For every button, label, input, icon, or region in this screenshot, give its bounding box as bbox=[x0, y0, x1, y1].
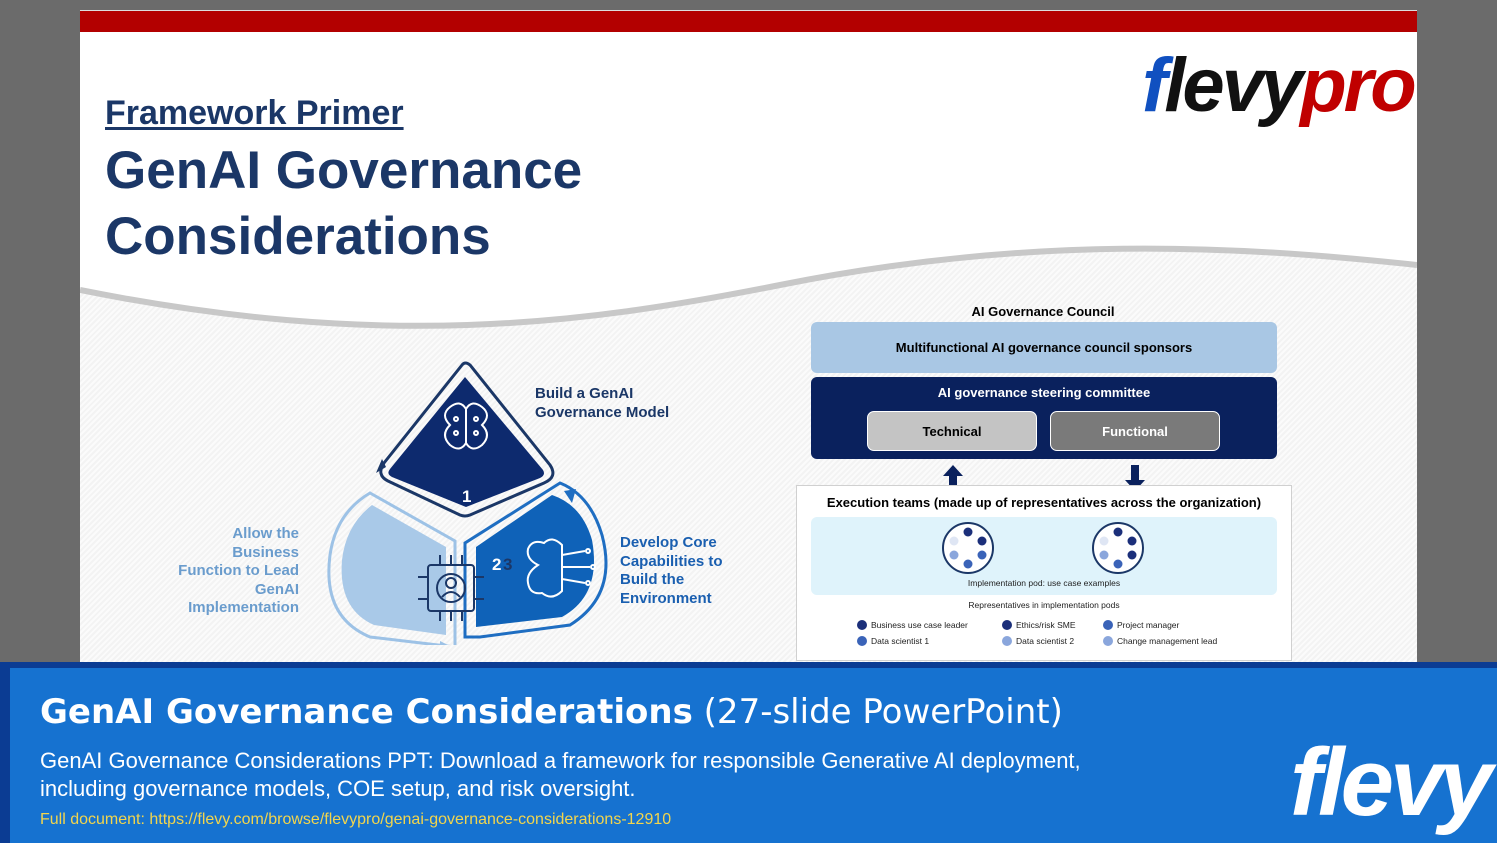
legend-item bbox=[1002, 620, 1076, 630]
banner-title-bold: GenAI Governance Considerations bbox=[40, 692, 693, 732]
step3-number: 3 bbox=[503, 555, 513, 574]
technical-box: Technical bbox=[867, 411, 1037, 451]
legend-dot bbox=[1103, 620, 1113, 630]
sponsors-box: Multifunctional AI governance council sponsors bbox=[811, 322, 1277, 373]
legend-item bbox=[857, 620, 968, 630]
council-title: AI Governance Council bbox=[971, 304, 1115, 319]
flevy-logo: flevy bbox=[1290, 729, 1489, 836]
step2-arrowhead bbox=[564, 489, 576, 503]
legend-item bbox=[1103, 620, 1179, 630]
legend-dot bbox=[857, 636, 867, 646]
step1-label bbox=[535, 385, 669, 422]
step3-label-line: Implementation bbox=[188, 599, 299, 616]
legend-label: Project manager bbox=[1117, 620, 1180, 630]
step3-label-line: Function to Lead bbox=[178, 562, 299, 579]
steering-committee-box bbox=[811, 377, 1277, 459]
pods-area bbox=[811, 517, 1277, 595]
logo-part-1: f bbox=[1142, 43, 1165, 128]
document-link[interactable]: Full document: https://flevy.com/browse/flevypro/genai-governance-considerations-12910 bbox=[40, 811, 672, 828]
flevypro-logo bbox=[1142, 42, 1414, 129]
legend-label: Data scientist 2 bbox=[1016, 636, 1075, 646]
legend-item bbox=[857, 636, 929, 646]
execution-title: Execution teams (made up of representatives across the organization) bbox=[826, 495, 1262, 510]
banner-title bbox=[40, 692, 1063, 732]
step1-label-line: Build a GenAI bbox=[535, 385, 634, 402]
bottom-banner bbox=[0, 662, 1497, 843]
legend-item bbox=[1103, 636, 1217, 646]
banner-title-light: (27-slide PowerPoint) bbox=[703, 692, 1063, 732]
step1-label-line: Governance Model bbox=[535, 403, 670, 421]
step2-label-line: Build the bbox=[620, 571, 685, 588]
legend-label: Change management lead bbox=[1117, 636, 1218, 646]
pod-2-icon bbox=[1091, 521, 1145, 575]
step2-number: 2 bbox=[492, 555, 502, 574]
functional-box: Functional bbox=[1050, 411, 1220, 451]
legend-item bbox=[1002, 636, 1074, 646]
legend-dot bbox=[857, 620, 867, 630]
step3-shape bbox=[342, 505, 446, 635]
step2-label-line: Develop Core bbox=[620, 534, 717, 551]
banner-panel bbox=[10, 668, 1497, 843]
steering-title: AI governance steering committee bbox=[937, 385, 1151, 400]
legend-dot bbox=[1103, 636, 1113, 646]
legend-label: Data scientist 1 bbox=[871, 636, 930, 646]
representatives-title: Representatives in implementation pods bbox=[968, 600, 1120, 610]
slide bbox=[80, 10, 1417, 662]
step2-label bbox=[620, 534, 723, 608]
execution-teams-box bbox=[796, 485, 1292, 661]
legend-label: Business use case leader bbox=[871, 620, 968, 630]
kicker-heading: Framework Primer bbox=[105, 94, 404, 132]
logo-part-3: pro bbox=[1300, 43, 1414, 128]
legend-dot bbox=[1002, 636, 1012, 646]
pod-1-icon bbox=[941, 521, 995, 575]
legend-label: Ethics/risk SME bbox=[1016, 620, 1076, 630]
pods-caption: Implementation pod: use case examples bbox=[967, 578, 1121, 588]
step3-arrowhead bbox=[440, 641, 452, 645]
step1-number: 1 bbox=[462, 487, 472, 506]
top-red-bar bbox=[80, 10, 1417, 32]
banner-description: GenAI Governance Considerations PPT: Download a framework for responsible Generative AI deployment, including governance models, COE setup, and risk oversight. bbox=[40, 748, 1081, 801]
step3-label-line: GenAI bbox=[254, 580, 299, 598]
logo-part-2: levy bbox=[1164, 43, 1301, 128]
step3-label-line: Business bbox=[232, 543, 299, 561]
slide-title: GenAI Governance Considerations bbox=[105, 141, 583, 266]
step3-label-line: Allow the bbox=[232, 525, 299, 542]
step3-label bbox=[160, 525, 299, 618]
step2-label-line: Capabilities to bbox=[620, 552, 723, 570]
legend-dot bbox=[1002, 620, 1012, 630]
step2-label-line: Environment bbox=[620, 589, 712, 607]
